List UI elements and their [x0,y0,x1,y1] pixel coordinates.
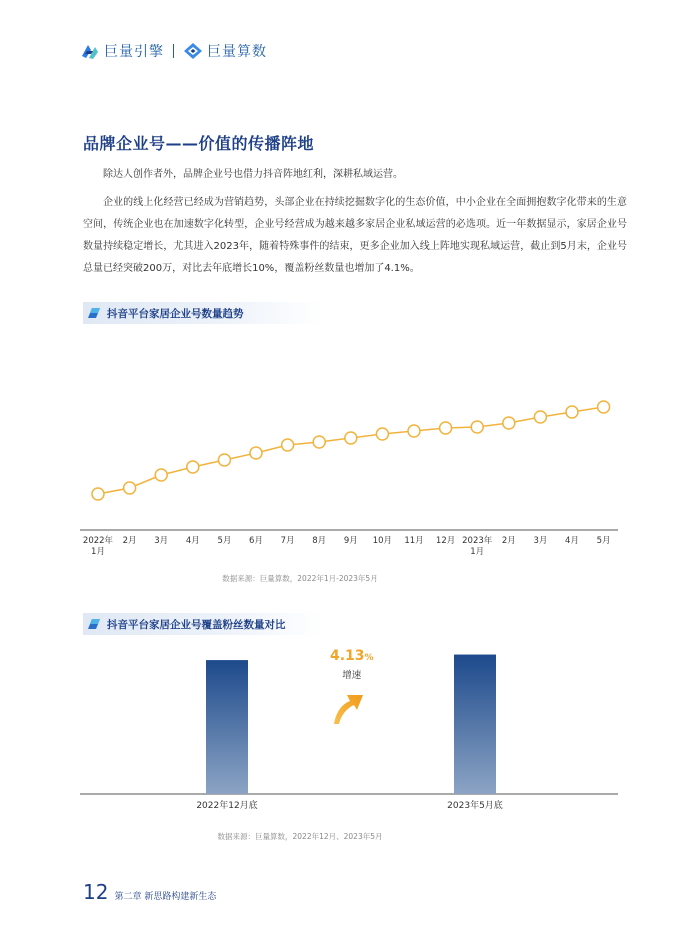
data-point [92,488,104,500]
chart1-source: 数据来源：巨量算数，2022年1月-2023年5月 [222,574,378,583]
data-point [187,461,199,473]
x-tick-label-line: 4月 [185,536,200,546]
chart2-header [83,613,323,635]
x-tick-label [373,536,392,546]
growth-callout [330,648,374,681]
data-point [124,482,136,494]
x-tick-label [462,535,493,557]
growth-unit: % [364,653,374,663]
data-point [471,421,483,433]
x-tick-label-line: 3月 [533,536,548,546]
logo-juliang-engine [80,41,164,61]
x-tick-label [281,536,295,546]
chart2-title: 抖音平台家居企业号覆盖粉丝数量对比 [107,618,286,631]
data-point [218,454,230,466]
logo1-text: 巨量引擎 [104,44,164,60]
data-point [566,406,578,418]
page-footer [83,880,216,904]
x-tick-label [404,536,423,546]
chart1-title: 抖音平台家居企业号数量趋势 [107,307,244,320]
data-point [345,432,357,444]
chart1-header [83,302,323,324]
data-point [408,425,420,437]
x-tick-label-line: 11月 [404,536,424,546]
x-tick-label [597,536,611,546]
line-chart [80,330,625,570]
juliang-engine-logo-icon [80,42,100,60]
page-number: 12 [83,880,109,904]
x-tick-label-line: 2月 [122,536,137,546]
data-point [250,447,262,459]
data-point [503,417,515,429]
x-tick-label [83,535,114,557]
x-tick-label [186,536,200,546]
x-tick-label [312,536,326,546]
section-title: 品牌企业号——价值的传播阵地 [83,134,315,153]
up-arrow-icon [330,686,366,726]
x-tick-label-line: 2月 [501,536,516,546]
x-tick-label [344,536,358,546]
logo-divider [173,44,174,58]
x-tick-label-line: 9月 [343,536,358,546]
x-tick-label [154,536,168,546]
data-point [282,439,294,451]
x-tick-label [436,536,455,546]
x-tick-label-line: 2023年 [462,536,493,546]
x-tick-label [565,536,579,546]
data-point [598,401,610,413]
bar [206,660,248,794]
x-tick-label-line: 10月 [372,536,393,546]
x-tick-label-line: 5月 [217,536,232,546]
juliang-suanshu-logo-icon [183,42,203,60]
x-tick-label [502,536,516,546]
x-tick-label-line: 8月 [312,536,327,546]
x-tick-label-line: 7月 [280,536,295,546]
growth-number: 4.13 [330,648,365,664]
series-line [98,407,604,494]
x-tick-label: 2022年12月底 [196,801,258,811]
chart2-source: 数据来源：巨量算数，2022年12月、2023年5月 [217,832,383,841]
chart-header-icon [87,618,101,630]
x-tick-label: 2023年5月底 [447,801,503,811]
x-tick-label [533,536,547,546]
x-tick-label-line: 4月 [565,536,579,546]
bar [454,655,496,794]
x-tick-label-line: 2022年 [82,536,114,546]
data-point [376,428,388,440]
logo-bar [80,40,267,62]
growth-value [330,648,374,664]
growth-label: 增速 [342,670,362,681]
chapter-title: 第二章 新思路构建新生态 [114,892,217,902]
x-tick-label [123,536,137,546]
data-point [440,422,452,434]
x-tick-label-line: 6月 [249,536,263,546]
body-paragraph: 企业的线上化经营已经成为营销趋势，头部企业在持续挖掘数字化的生态价值，中小企业在全面拥抱数字化带来的生意空间，传统企业也在加速数字化转型，企业号经营成为越来越多家居企业私域运营的必选项。近一年数据显示，家居企业号数量持续稳定增长，尤其进入2023年，随着特殊事件的结束，更多企业加入线上阵地实现私域运营，截止到5月末，企业号总量已经突破200万，对比去年底增长10%，覆盖粉丝数量也增加了4.1%。 [83,197,627,274]
x-tick-label-line: 5月 [596,536,611,546]
logo-juliang-suanshu [183,41,267,61]
x-tick-label-line: 1月 [91,547,105,557]
intro-paragraph: 除达人创作者外，品牌企业号也借力抖音阵地红利，深耕私域运营。 [103,169,403,180]
data-point [155,469,167,481]
logo2-text: 巨量算数 [207,44,267,60]
x-tick-label [249,536,263,546]
x-tick-label [217,536,231,546]
chart-header-icon [87,307,101,319]
data-point [313,436,325,448]
x-tick-label-line: 1月 [470,547,485,557]
data-point [534,411,546,423]
x-tick-label-line: 12月 [435,536,456,546]
x-tick-label-line: 3月 [154,536,169,546]
